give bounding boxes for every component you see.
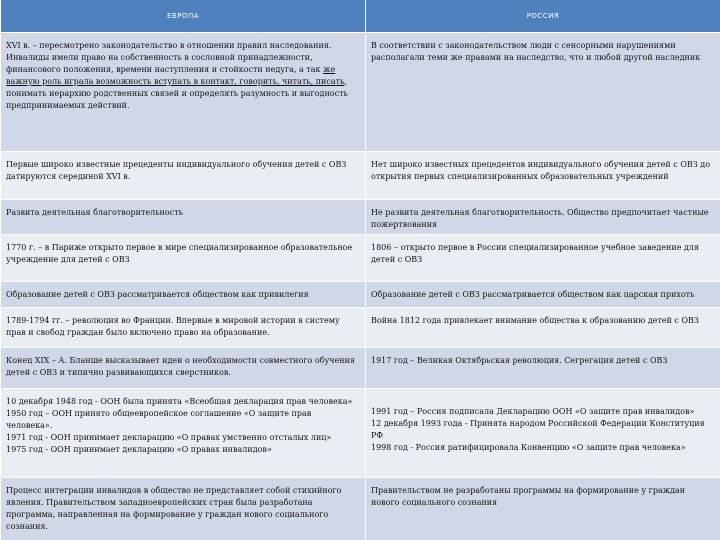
table-row xyxy=(1,152,720,200)
europe-text-part: , понимать иерархию родственных связей и определять разумность и выгодность предпринимаемых действий. xyxy=(6,77,348,110)
russia-line: 12 декабря 1993 года - Принята народом Российской Федерации Конституция РФ xyxy=(371,419,705,440)
table-row xyxy=(1,478,720,540)
europe-cell: Первые широко известные прецеденты индивидуального обучения детей с ОВЗ датируются серединой XVI в. xyxy=(1,152,366,200)
europe-cell: Конец XIX – А. Бланше высказывает идеи о необходимости совместного обучения детей с ОВЗ и типично развивающихся сверстников. xyxy=(1,348,366,389)
russia-cell: Правительством не разработаны программы на формирование у граждан нового социального сознания xyxy=(366,478,720,540)
russia-line: 1998 год - Россия ратифицировала Конвенцию «О защите прав человека» xyxy=(371,443,686,452)
russia-cell: В соответствии с законодательством люди с сенсорными нарушениями располагали теми же правами на наследство, что и любой другой наследник xyxy=(366,33,720,152)
table-row xyxy=(1,308,720,348)
russia-cell: Война 1812 года привлекает внимание общества к образованию детей с ОВЗ xyxy=(366,308,720,348)
europe-cell: 1770 г. – в Париже открыто первое в мире специализированное образовательное учреждение для детей с ОВЗ xyxy=(1,235,366,282)
underlined-text: же важную роль играла возможность вступать в контакт, говорить, читать, писать xyxy=(6,65,345,86)
table-row xyxy=(1,389,720,478)
table-row xyxy=(1,33,720,152)
europe-line: 1950 год – ООН принято общеевропейское соглашение «О защите прав человека». xyxy=(6,409,312,430)
europe-cell: Процесс интеграции инвалидов в общество не представляет собой стихийного явления. Правительством западноевропейских стран была разработана программа, направленная на формирование у граждан нового социального сознания. xyxy=(1,478,366,540)
europe-cell xyxy=(1,389,366,478)
europe-cell: Развита деятельная благотворительность xyxy=(1,200,366,235)
europe-line: 10 декабря 1948 год - ООН была принята «Всеобщая декларация прав человека» xyxy=(6,397,353,406)
table-row xyxy=(1,200,720,235)
russia-cell: Образование детей с ОВЗ рассматривается обществом как царская прихоть xyxy=(366,282,720,308)
europe-line: 1975 год - ООН принимает декларацию «О правах инвалидов» xyxy=(6,445,272,454)
header-russia: РОССИЯ xyxy=(366,0,720,33)
russia-cell: 1806 – открыто первое в России специализированное учебное заведение для детей с ОВЗ xyxy=(366,235,720,282)
russia-cell: Не развита деятельная благотворительность. Общество предпочитает частные пожертвования xyxy=(366,200,720,235)
header-row xyxy=(1,0,720,33)
europe-text-part: XVI в. – пересмотрено законодательство в отношении правил наследования. Инвалиды имели право на собственность в сословной принадлежности, финансового положения, времени наступления и стойкости недуга, а так xyxy=(6,41,332,74)
table-row xyxy=(1,348,720,389)
table-row xyxy=(1,282,720,308)
header-europe: ЕВРОПА xyxy=(1,0,366,33)
russia-cell: 1917 год – Великая Октябрьская революция. Сегрегация детей с ОВЗ xyxy=(366,348,720,389)
europe-cell: 1789-1794 гг. – революция во Франции. Впервые в мировой истории в систему прав и свобод граждан было включено право на образование. xyxy=(1,308,366,348)
europe-cell xyxy=(1,33,366,152)
europe-cell: Образование детей с ОВЗ рассматривается обществом как привилегия xyxy=(1,282,366,308)
russia-line: 1991 год – Россия подписала Декларацию ООН «О защите прав инвалидов» xyxy=(371,407,695,416)
europe-line: 1971 год - ООН принимает декларацию «О правах умственно отсталых лиц» xyxy=(6,433,332,442)
table-row xyxy=(1,235,720,282)
russia-cell: Нет широко известных прецедентов индивидуального обучения детей с ОВЗ до открытия первых специализированных образовательных учреждений xyxy=(366,152,720,200)
russia-cell xyxy=(366,389,720,478)
